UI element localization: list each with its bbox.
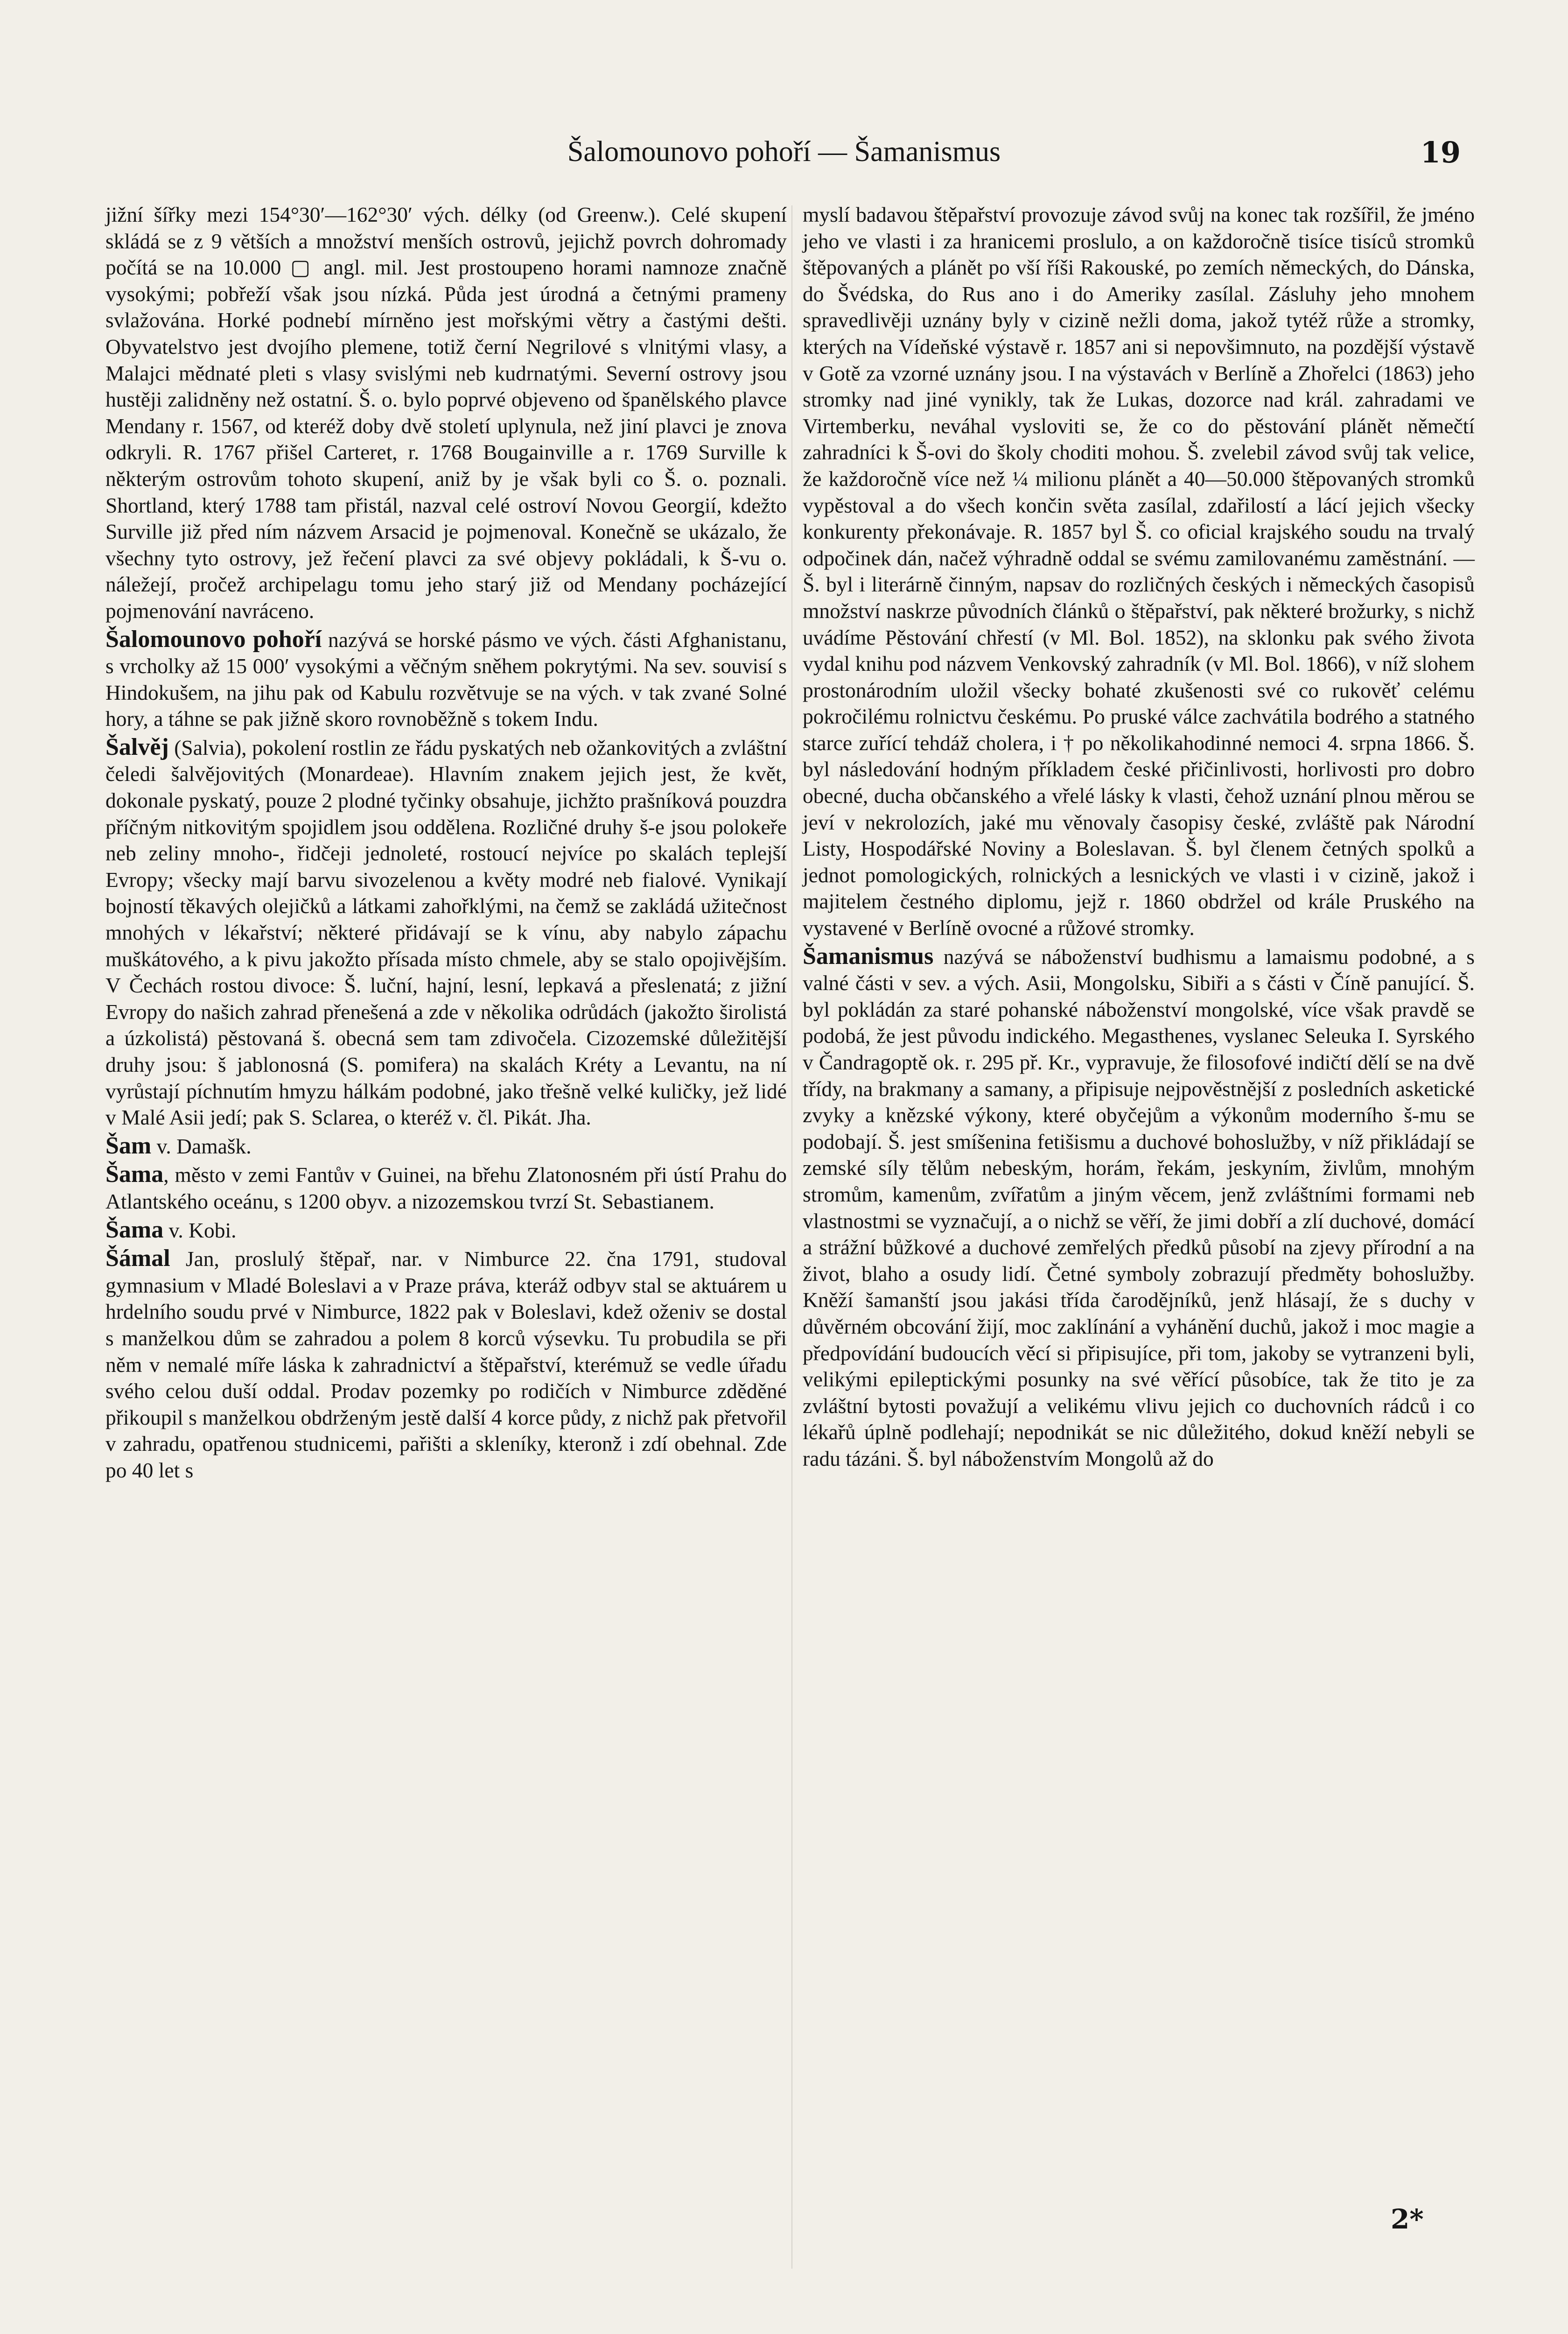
entry-text: v. Damašk. xyxy=(151,1134,252,1158)
entry-text: nazývá se náboženství budhismu a lamaismu podobné, a s valné části v sev. a vých. Asii, Mongolsku, Sibiři a s části v Číně panující. Š. byl pokládán za staré pohanské náboženství mongolské, více však pravdě se podobá, že jest původu indického. Megasthenes, vyslanec Seleuka I. Syrského v Čandragoptě ok. r. 295 př. Kr., vypravuje, že filosofové indičtí dělí se na dvě třídy, na brakmany a samany, a připisuje nejpověstnější z posledních asketické zvyky a knězské výkony, které obyčejům a výkonům moderního š-mu se podobají. Š. jest smíšenina fetišismu a duchové bohoslužby, v níž přikládají se zemské síly tělům nebeským, horám, řekám, jeskyním, živlům, mnohým stromům, kamenům, zvířatům a jiným věcem, jenž zvláštními formami neb vlastnostmi se vyznačují, a o nichž se věří, že jimi dobří a zlí duchové, domácí a strážní bůžkové a duchové zemřelých předků působí na zjevy přírodní a na život, blaho a osudy lidí. Četné symboly zobrazují předměty bohoslužby. Kněží šamanští jsou jakási třída čarodějníků, jenž hlásají, že s duchy v důvěrném obcování žijí, moc zaklínání a vyhánění duchů, jakož i moc magie a předpovídání budoucích věcí si připisujíce, při tom, jakoby se vytranzeni byli, velikými epileptickými posunky na své věřící působíce, tak že tito je za zvláštní bytosti považují a velikému vlivu jejich co duchovních rádců i co lékařů úplně podlehají; nepodnikát se nic důležitého, dokud kněží nebyli se radu tázáni. Š. byl náboženstvím Mongolů až do xyxy=(803,944,1475,1470)
entry-samal xyxy=(105,1245,787,1483)
right-column xyxy=(803,202,1475,1472)
entry-text: nazývá se horské pásmo ve vých. části Afghanistanu, s vrcholky až 15 000′ vysokými a věčným sněhem pokrytými. Na sev. souvisí s Hindokušem, na jihu pak od Kabulu rozvětvuje se na vých. v tak zvané Solné hory, a táhne se pak jižně skoro rovnoběžně s tokem Indu. xyxy=(105,627,787,731)
headword: Šama xyxy=(105,1216,164,1243)
entry-text: Jan, proslulý štěpař, nar. v Nimburce 22. čna 1791, studoval gymnasium v Mladé Boleslavi a v Praze práva, kteráž odbyv stal se aktuárem u hrdelního soudu prvé v Nimburce, 1822 pak v Boleslavi, kdež oženiv se dostal s manželkou dům se zahradou a polem 8 korců výsevku. Tu probudila se při něm v nemalé míře láska k zahradnictví a štěpařství, kterémuž se vedle úřadu svého celou duší oddal. Prodav pozemky po rodičích v Nimburce zděděné přikoupil s manželkou obdrženým jestě další 4 korce půdy, z nichž pak přetvořil v zahradu, opatřenou studnicemi, pařišti a skleníky, kteronž i zdí obehnal. Zde po 40 let s xyxy=(105,1247,787,1482)
running-title: Šalomounovo pohoří — Šamanismus xyxy=(567,136,1001,168)
headword: Šam xyxy=(105,1132,152,1159)
entry-text: v. Kobi. xyxy=(163,1218,237,1242)
signature-mark: 2* xyxy=(1391,2203,1424,2235)
page-number: 19 xyxy=(1420,135,1461,169)
entry-text: , město v zemi Fantův v Guinei, na břehu Zlatonosném při ústí Prahu do Atlantského oceánu, s 1200 obyv. a nizozemskou tvrzí St. Sebastianem. xyxy=(105,1163,787,1213)
paragraph-samal-continued: myslí badavou štěpařství provozuje závod svůj na konec tak rozšířil, že jméno jeho ve vlasti i za hranicemi proslulo, a on každoročně tisíce tisíců stromků štěpovaných a plánět po vší říši Rakouské, po zemích německých, do Dánska, do Švédska, do Rus ano i do Ameriky zasílal. Zásluhy jeho mnohem spravedlivěji uznány byly v cizině nežli doma, jakož tytéž růže a stromky, kterých na Vídeňské výstavě r. 1857 ani si nepovšimnuto, na pozdější výstavě v Gotě za vzorné uznány jsou. I na výstavách v Berlíně a Zhořelci (1863) jeho stromky nad jiné vynikly, tak že Lukas, dozorce nad král. zahradami ve Virtemberku, neváhal vysloviti se, že co do pěstování plánět němečtí zahradníci k Š-ovi do školy choditi mohou. Š. zvelebil závod svůj tak velice, že každoročně více než ¼ milionu plánět a 40—50.000 štěpovaných stromků vypěstoval a do všech končin světa zasílal, zdařilostí a lácí jejich všecky konkurenty překonávaje. R. 1857 byl Š. co oficial krajského soudu na trvalý odpočinek dán, načež výhradně oddal se svému zamilovanému zaměstnání. — Š. byl i literárně činným, napsav do rozličných českých i německých časopisů množství naskrze původních článků o štěpařství, pak některé brožurky, s nichž uvádíme Pěstování chřestí (v Ml. Bol. 1852), na sklonku pak svého života vydal knihu pod názvem Venkovský zahradník (v Ml. Bol. 1866), v níž slohem prostonárodním uložil všecky bohaté zkušenosti své co rukověť celému pokročilému rolnictvu českému. Po pruské válce zachvátila bodrého a statného starce zuřící tehdáž cholera, i † po několikahodinné nemoci 4. srpna 1866. Š. byl následování hodným příkladem české přičinlivosti, horlivosti pro dobro obecné, ducha občanského a vřelé lásky k vlasti, čehož uznání plnou měrou se jeví v nekrolozích, jaké mu věnovaly časopisy české, zvláště pak Národní Listy, Hospodářské Noviny a Boleslavan. Š. byl členem četných spolků a jednot pomologických, rolnických a lesnických ve vlasti i v cizině, jakož i majitelem čestného diplomu, jejž r. 1860 obdržel od krále Pruského na vystavené v Berlíně ovocné a růžové stromky. xyxy=(803,203,1475,940)
entry-sama-town xyxy=(105,1161,787,1215)
entry-sam xyxy=(105,1133,787,1160)
headword: Šalvěj xyxy=(105,733,169,760)
entry-sama-kobi xyxy=(105,1217,787,1244)
entry-samanismus xyxy=(803,943,1475,1472)
paragraph-solomon-islands: jižní šířky mezi 154°30′—162°30′ vých. délky (od Greenw.). Celé skupení skládá se z 9 větších a množství menších ostrovů, jejichž povrch dohromady počítá se na 10.000 ▢ angl. mil. Jest prostoupeno horami namnoze značně vysokými; pobřeží však jsou nízká. Půda jest úrodná a četnými prameny svlažována. Horké podnebí mírněno jest mořskými větry a častými dešti. Obyvatelstvo jest dvojího plemene, totiž černí Negrilové s vlnitými vlasy, a Malajci mědnaté pleti s vlasy svislými neb kudrnatými. Severní ostrovy jsou hustěji zalidněny než ostatní. Š. o. bylo poprvé objeveno od španělského plavce Mendany r. 1567, od kteréž doby dvě století uplynula, než jiní plavci je znova odkryli. R. 1767 přišel Carteret, r. 1768 Bougainville a r. 1769 Surville k některým ostrovům tohoto skupení, aniž by je však byli co Š. o. poznali. Shortland, který 1788 tam přistál, nazval celé ostroví Novou Georgií, kdežto Surville již před ním názvem Arsacid je pojmenoval. Konečně se ukázalo, že všechny tyto ostrovy, jež řečení plavci za své objevy pokládali, k Š-vu o. náležejí, pročež archipelagu tomu jeho starý již od Mendany pocházející pojmenování navráceno. xyxy=(105,203,787,623)
page-header xyxy=(107,131,1461,187)
headword: Šámal xyxy=(105,1245,170,1272)
headword: Šalomounovo pohoří xyxy=(105,626,322,653)
column-divider xyxy=(791,205,792,2269)
headword: Šama xyxy=(105,1161,164,1188)
headword: Šamanismus xyxy=(803,942,934,970)
entry-salvej xyxy=(105,734,787,1131)
left-column xyxy=(105,202,787,1484)
entry-salomounovo-pohori xyxy=(105,626,787,732)
entry-text: (Salvia), pokolení rostlin ze řádu pyskatých neb ožankovitých a zvláštní čeledi šalvějovitých (Monardeae). Hlavním znakem jejich jest, že květ, dokonale pyskatý, pouze 2 plodné tyčinky obsahuje, jichžto prašníková pouzdra příčným nitkovitým spojidlem jsou oddělena. Rozličné druhy š-e jsou polokeře neb zeliny mnoho-, řidčeji jednoleté, rostoucí nejvíce po skalách teplejší Evropy; všecky mají barvu sivozelenou a květy modré neb fialové. Vynikají bojností těkavých olejičků a látkami zahořklými, na čemž se zakládá užitečnost mnohých v lékařství; některé přidávají se k vínu, aby nabylo zápachu muškátového, a k pivu jakožto přísada místo chmele, aby se stalo opojivějším. V Čechách rostou divoce: Š. luční, hajní, lesní, lepkavá a přeslenatá; z jižní Evropy do našich zahrad přenešená a zde v několika odrůdách (jakožto širolistá a úzkolistá) pěstovaná š. obecná sem tam zdivočela. Cizozemské důležitější druhy jsou: š jablonosná (S. pomifera) na skalách Kréty a Levantu, na ní vyrůstají píchnutím hmyzu hálkám podobné, jako třešně velké kuličky, jež lidé v Malé Asii jedí; pak S. Sclarea, o kteréž v. čl. Pikát. Jha. xyxy=(105,735,787,1130)
